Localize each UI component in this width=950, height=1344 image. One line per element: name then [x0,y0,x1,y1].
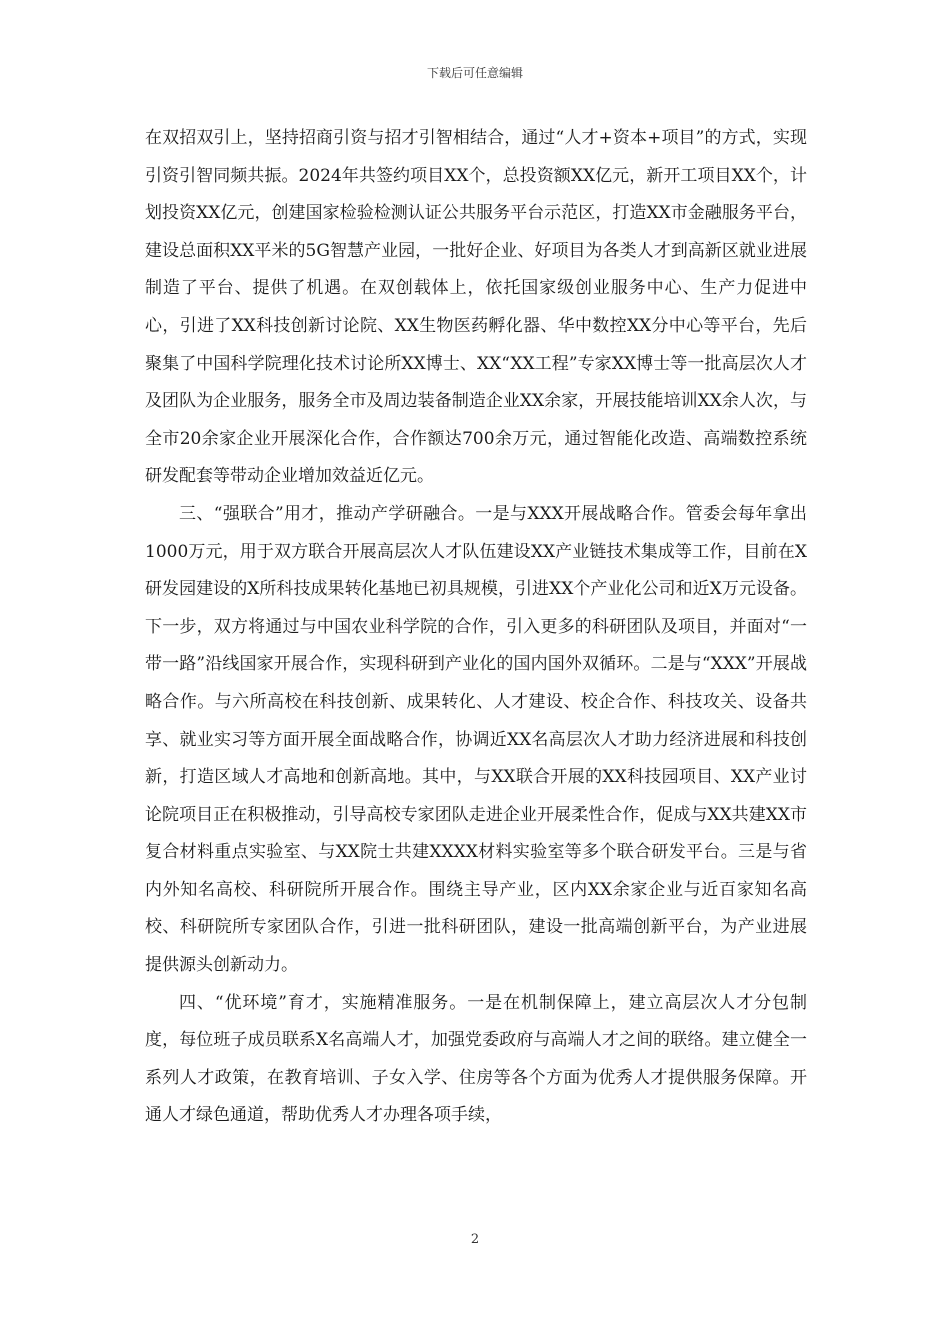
document-body [145,120,807,1135]
paragraph-dual-recruitment: 在双招双引上，坚持招商引资与招才引智相结合，通过“人才+资本+项目”的方式，实现引资引智同频共振。2024年共签约项目XX个，总投资额XX亿元，新开工项目XX个，计划投资XX亿元，创建国家检验检测认证公共服务平台示范区，打造XX市金融服务平台，建设总面积XX平米的5G智慧产业园，一批好企业、好项目为各类人才到高新区就业进展制造了平台、提供了机遇。在双创载体上，依托国家级创业服务中心、生产力促进中心，引进了XX科技创新讨论院、XX生物医药孵化器、华中数控XX分中心等平台，先后聚集了中国科学院理化技术讨论所XX博士、XX“XX工程”专家XX博士等一批高层次人才及团队为企业服务，服务全市及周边装备制造企业XX余家，开展技能培训XX余人次，与全市20余家企业开展深化合作，合作额达700余万元，通过智能化改造、高端数控系统研发配套等带动企业增加效益近亿元。 [145,128,807,487]
paragraph-strong-alliance: 三、“强联合”用才，推动产学研融合。一是与XXX开展战略合作。管委会每年拿出1000万元，用于双方联合开展高层次人才队伍建设XX产业链技术集成等工作，目前在X研发园建设的X所科技成果转化基地已初具规模，引进XX个产业化公司和近X万元设备。下一步，双方将通过与中国农业科学院的合作，引入更多的科研团队及项目，并面对“一带一路”沿线国家开展合作，实现科研到产业化的国内国外双循环。二是与“XXX”开展战略合作。与六所高校在科技创新、成果转化、人才建设、校企合作、科技攻关、设备共享、就业实习等方面开展全面战略合作，协调近XX名高层次人才助力经济进展和科技创新，打造区域人才高地和创新高地。其中，与XX联合开展的XX科技园项目、XX产业讨论院项目正在积极推动，引导高校专家团队走进企业开展柔性合作，促成与XX共建XX市复合材料重点实验室、与XX院士共建XXXX材料实验室等多个联合研发平台。三是与省内外知名高校、科研院所开展合作。围绕主导产业，区内XX余家企业与近百家知名高校、科研院所专家团队合作，引进一批科研团队，建设一批高端创新平台，为产业进展提供源头创新动力。 [145,503,807,976]
page-number: 2 [470,1232,480,1247]
paragraph-better-environment: 四、“优环境”育才，实施精准服务。一是在机制保障上，建立高层次人才分包制度，每位班子成员联系X名高端人才，加强党委政府与高端人才之间的联络。建立健全一系列人才政策，在教育培训、子女入学、住房等各个方面为优秀人才提供服务保障。开通人才绿色通道，帮助优秀人才办理各项手续， [145,992,807,1126]
page-header: 下载后可任意编辑 [426,66,523,80]
